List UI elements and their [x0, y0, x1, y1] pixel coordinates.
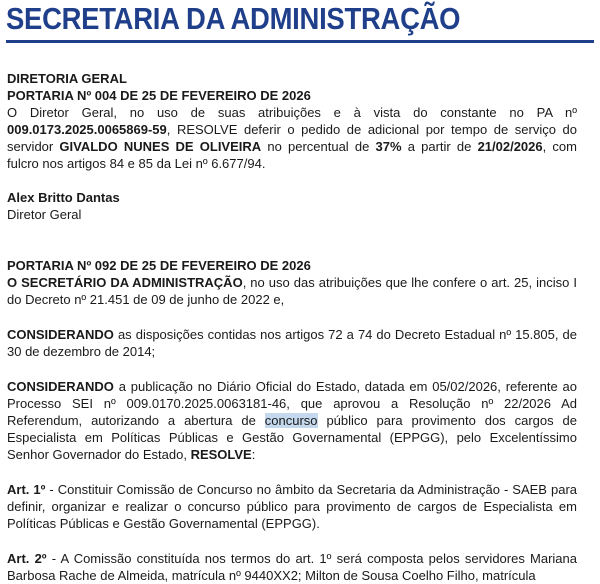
portaria-1-title: PORTARIA Nº 004 DE 25 DE FEVEREIRO DE 2026: [7, 88, 311, 103]
portaria-2-intro: O SECRETÁRIO DA ADMINISTRAÇÃO, no uso das atribuições que lhe confere o art. 25, inciso I do Decreto nº 21.451 de 09 de junho de 2022 e,: [7, 275, 577, 307]
text-selection-highlight: concurso: [264, 413, 318, 428]
signer-name: Alex Britto Dantas: [7, 190, 120, 205]
section-heading: DIRETORIA GERAL: [7, 71, 127, 86]
portaria-1-body: O Diretor Geral, no uso de suas atribuições e à vista do constante no PA nº 009.0173.2025.0065869-59, RESOLVE deferir o pedido de adicional por tempo de serviço do servidor GIVALDO NUNES DE OLIVEIRA no percentual de 37% a partir de 21/02/2026, com fulcro nos artigos 84 e 85 da Lei nº 6.677/94.: [7, 105, 577, 171]
page-title: SECRETARIA DA ADMINISTRAÇÃO: [6, 2, 461, 36]
title-divider: [6, 40, 594, 43]
portaria-2-title: PORTARIA Nº 092 DE 25 DE FEVEREIRO DE 2026: [7, 258, 311, 273]
article-1: Art. 1º - Constituir Comissão de Concurso no âmbito da Secretaria da Administração - SAEB para definir, organizar e realizar o concurso público para provimento de cargos de Especialista em Políticas Públicas e Gestão Governamental (EPPGG).: [7, 482, 577, 531]
considerando-1: CONSIDERANDO as disposições contidas nos artigos 72 a 74 do Decreto Estadual nº 15.805, de 30 de dezembro de 2014;: [7, 327, 577, 359]
considerando-2: CONSIDERANDO a publicação no Diário Oficial do Estado, datada em 05/02/2026, referente ao Processo SEI nº 009.0170.2025.0063181-46, que aprovou a Resolução nº 22/2026 Ad Referendum, autorizando a abertura de concurso público para provimento dos cargos de Especialista em Políticas Públicas e Gestão Governamental (EPPGG), pelo Excelentíssimo Senhor Governador do Estado, RESOLVE:: [7, 379, 577, 462]
article-2: Art. 2º - A Comissão constituída nos termos do art. 1º será composta pelos servidores Mariana Barbosa Rache de Almeida, matrícula nº 9440XX2; Milton de Sousa Coelho Filho, matrícula: [7, 551, 577, 583]
document-body: [7, 70, 577, 584]
signer-role: Diretor Geral: [7, 207, 82, 222]
